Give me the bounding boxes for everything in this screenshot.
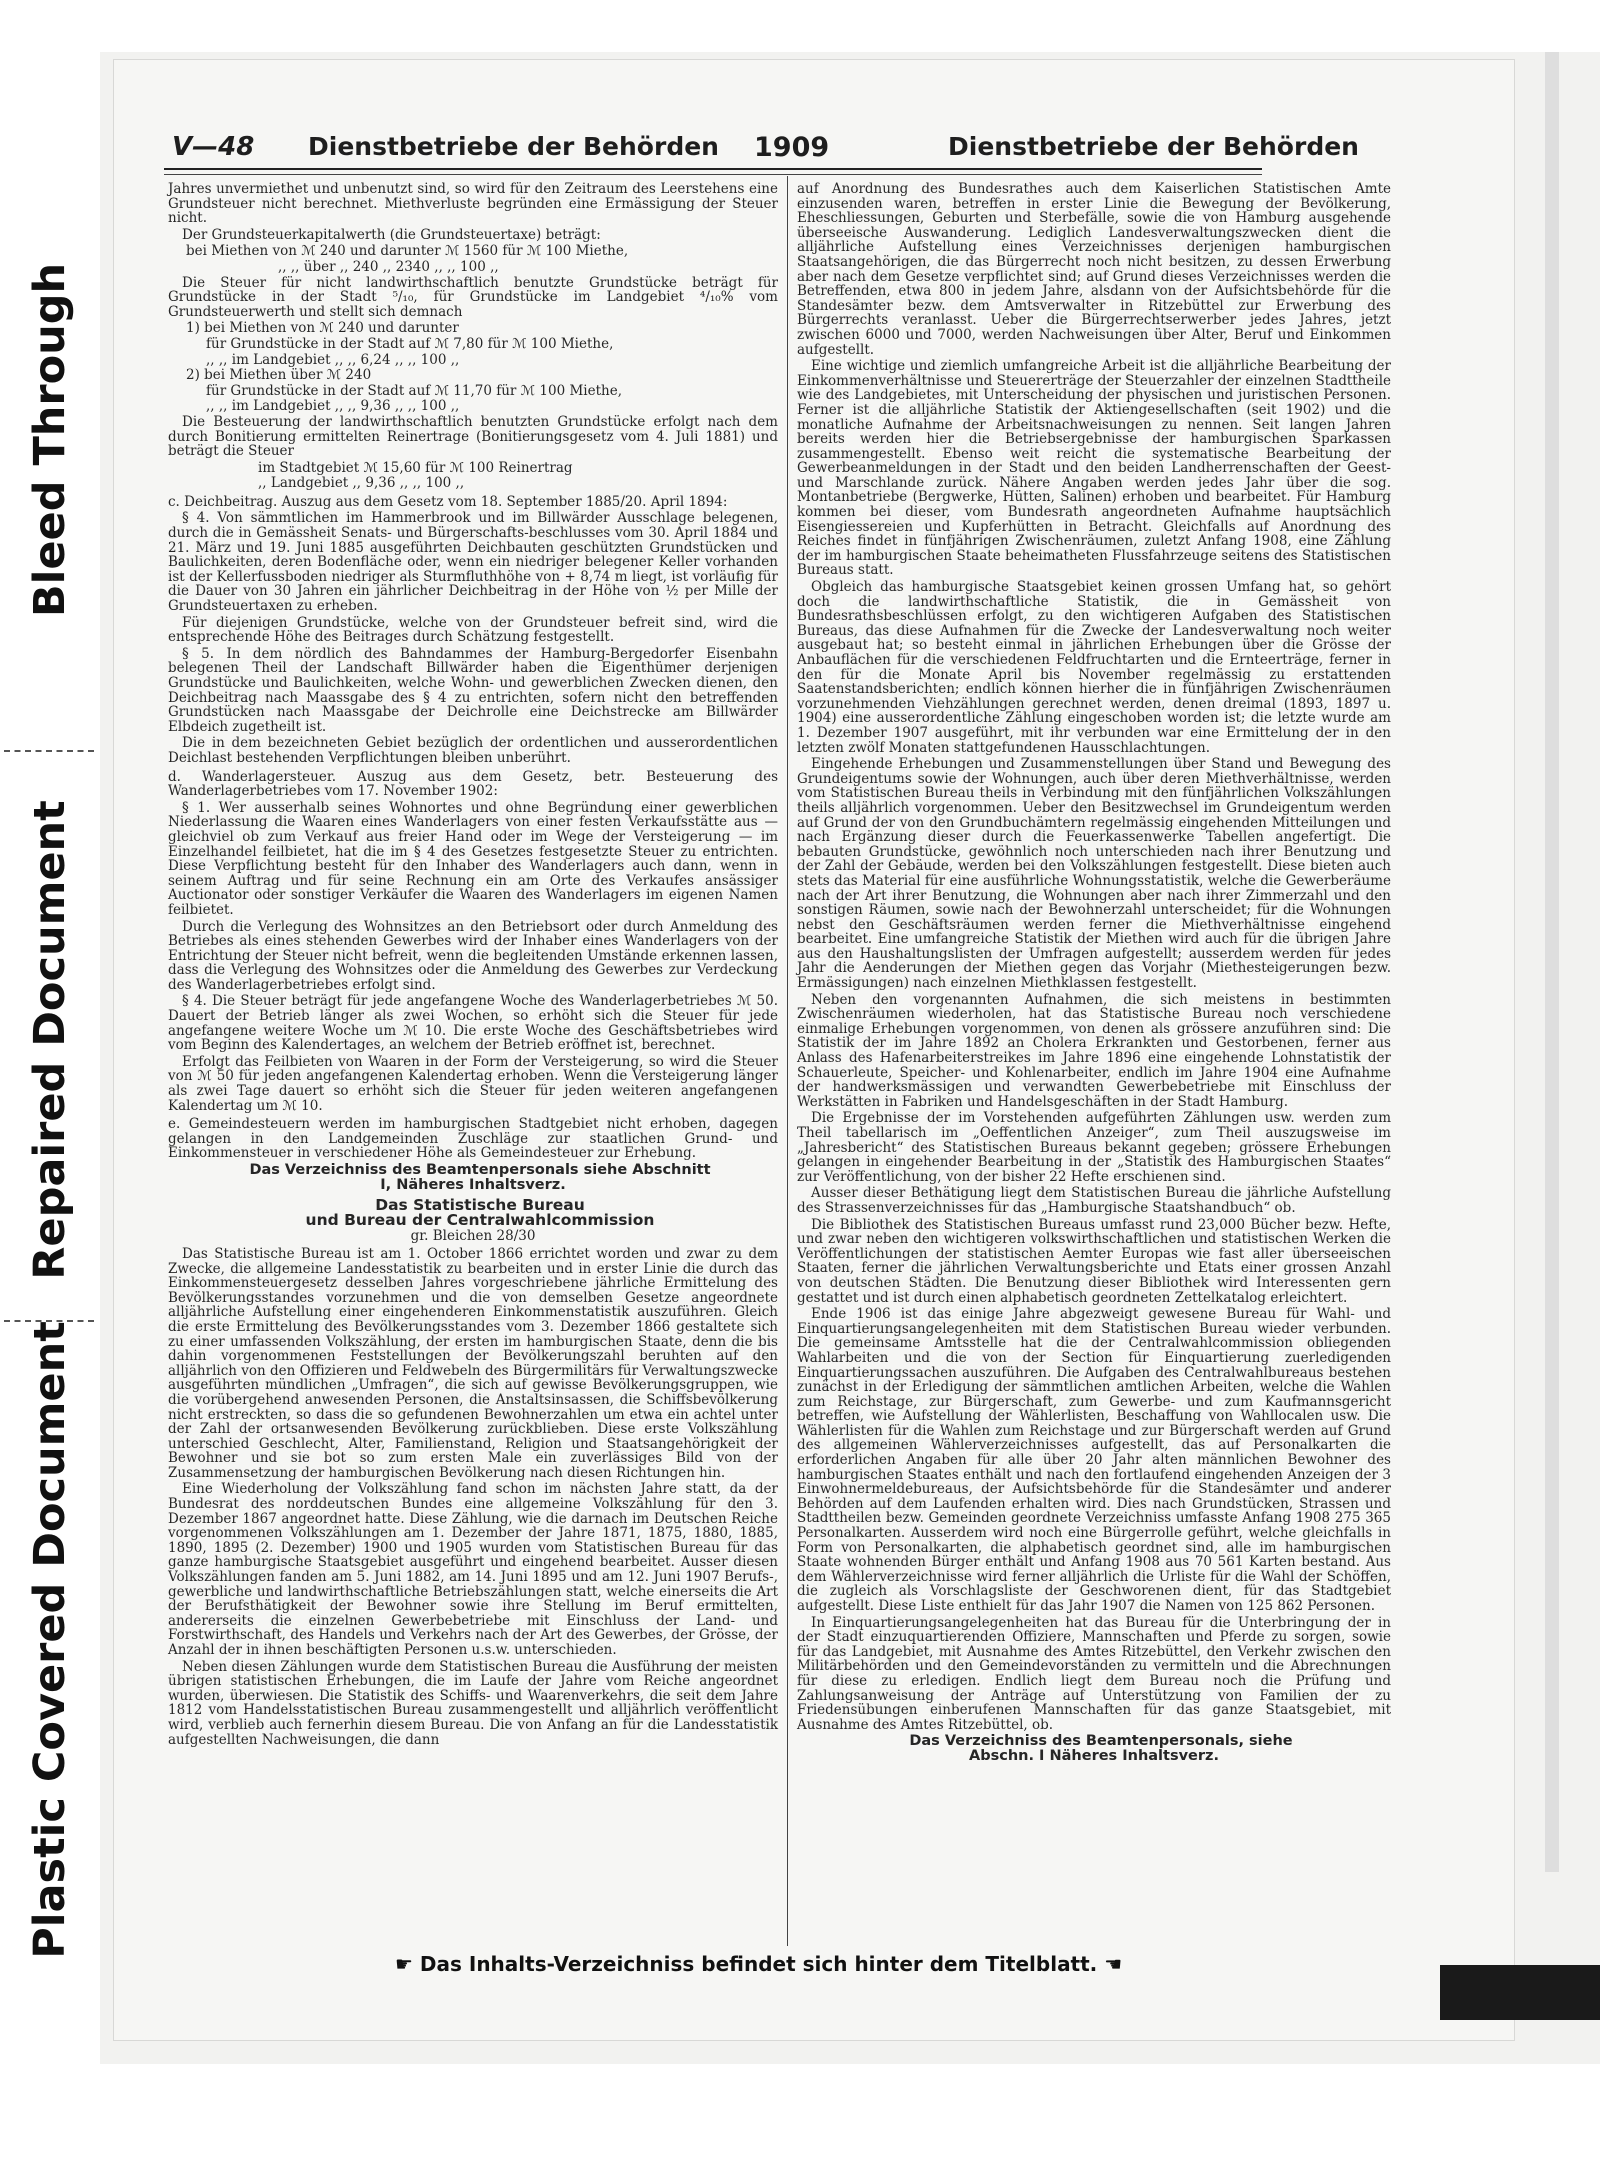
text-paragraph: Durch die Verlegung des Wohnsitzes an den Betriebsort oder durch Anmeldung des Betriebes als eines stehenden Gewerbes wird der Inhaber eines Wanderlagers von der Entrichtung der Steuer nicht befreit, wenn die begleitenden Umstände erkennen lassen, dass die Verlegung des Wohnsitzes oder die Anmeldung des Gewerbes zur Verdeckung des Wanderlagerbetriebes erfolgt sind. [168, 918, 778, 993]
text-paragraph: Die in dem bezeichneten Gebiet bezüglich der ordentlichen und ausserordentlichen Deichlast bestehenden Verpflichtungen bleiben unberührt. [168, 735, 778, 766]
text-line: ,, ,, im Landgebiet ,, ,, 6,24 ,, ,, 100 ,, [206, 351, 460, 368]
text-paragraph: Die Steuer für nicht landwirthschaftlich benutzte Grundstücke beträgt für Grundstücke in der Stadt ⁵/₁₀, für Grundstücke im Landgebiet ⁴/₁₀% vom Grundsteuerwerth und stellt sich demnach [168, 274, 778, 320]
text-paragraph: Neben den vorgenannten Aufnahmen, die sich meistens in bestimmten Zwischenräumen wiederholen, hat das Statistische Bureau noch verschiedene einmalige Erhebungen vorgenommen, von denen als grössere anzuführen sind: Die Statistik der im Jahre 1892 an Cholera Erkrankten und Gestorbenen, ferner aus Anlass des Hafenarbeiterstreikes im Jahre 1896 eine eingehende Lohnstatistik der Schauerleute, Speicher- und Kohlenarbeiter, endlich im Jahre 1904 eine Aufnahme der handwerksmässigen und verwandten Gewerbebetriebe mit Einschluss der Werkstätten in Fabriken und Handelsgeschäften in der Stadt Hamburg. [797, 991, 1391, 1110]
sidebar-divider [4, 750, 94, 752]
footer-note [395, 1952, 1122, 1976]
text-line: 2) bei Miethen über ℳ 240 [186, 367, 372, 384]
text-paragraph: Für diejenigen Grundstücke, welche von der Grundsteuer befreit sind, wird die entsprechende Höhe des Beitrages durch Schätzung festgestellt. [168, 614, 778, 646]
page-tab [1440, 1965, 1600, 2020]
text-line: im Stadtgebiet ℳ 15,60 für ℳ 100 Reinertrag [258, 459, 573, 476]
text-line: bei Miethen von ℳ 240 und darunter ℳ 1560 für ℳ 100 Miethe, [186, 243, 629, 260]
header-left-title: Dienstbetriebe der Behörden [308, 132, 719, 161]
text-paragraph: Die Bibliothek des Statistischen Bureaus umfasst rund 23,000 Bücher bezw. Hefte, und zwar neben den wichtigeren volkswirthschaftlichen und statistischen Werken die Veröffentlichungen der statistischen Aemter Europas wie fast aller überseeischen Staaten, ferner die jährlichen Verwaltungsberichte und Etats einer grossen Anzahl von deutschen Städten. Die Benutzung dieser Bibliothek wird Interessenten gern gestattet und ist durch einen alphabetisch geordneten Zettelkatalog erleichtert. [797, 1216, 1391, 1306]
text-paragraph: Der Grundsteuerkapitalwerth (die Grundsteuertaxe) beträgt: [182, 226, 601, 243]
repaired-document-label: Repaired Document [25, 800, 75, 1280]
text-paragraph: § 5. In dem nördlich des Bahndammes der Hamburg-Bergedorfer Eisenbahn belegenen Theil der Landschaft Billwärder haben die Eigenthümer derjenigen Grundstücke und Baulichkeiten, welche Wohn- und gewerblichen Zwecken dienen, den Deichbeitrag nach Maassgabe des § 4 zu entrichten, sofern nicht den betreffenden Grundstücken nach Maassgabe der Deichrolle eine Deichstrecke am Billwärder Elbdeich zugetheilt ist. [168, 645, 778, 735]
text-line: 1) bei Miethen von ℳ 240 und darunter [186, 320, 459, 337]
text-paragraph: auf Anordnung des Bundesrathes auch dem Kaiserlichen Statistischen Amte einzusenden waren, betreffen in erster Linie die Bewegung der Bevölkerung, Eheschliessungen, Geburten und Sterbefälle, sowie die von Hamburg ausgehende überseeische Auswanderung. Lediglich Landesverwaltungszwecken dient die alljährliche Aufstellung eines Verzeichnisses derjenigen hamburgischen Staatsangehörigen, die das Bürgerrecht noch nicht besitzen, zu dessen Erwerbung aber nach dem Gesetze verpflichtet sind; auf Grund dieses Verzeichnisses werden die Betreffenden, etwa 800 in jedem Jahre, alsdann von der Aufsichtsbehörde für die Standesämter bezw. dem Amtsverwalter in Ritzebüttel zur Erwerbung des Bürgerrechts veranlasst. Ueber die Bürgerrechtserwerber jedes Jahres, jetzt zwischen 6000 und 7000, werden Nachweisungen über Alter, Beruf und Einkommen aufgestellt. [797, 181, 1391, 358]
verzeichnis-note: Das Verzeichniss des Beamtenpersonals siehe Abschnitt I, Näheres Inhaltsverz. [249, 1162, 711, 1193]
text-paragraph: Erfolgt das Feilbieten von Waaren in der Form der Versteigerung, so wird die Steuer von ℳ 50 für jeden angefangenen Kalendertag erhoben. Wenn die Versteigerung länger als zwei Tage dauert so erhöht sich die Steuer für jeden weiteren angefangenen Kalendertag um ℳ 10. [168, 1053, 778, 1114]
plastic-covered-label: Plastic Covered Document [25, 1321, 75, 1959]
header-rule [164, 174, 1262, 175]
section-address: gr. Bleichen 28/30 [410, 1228, 536, 1245]
text-paragraph: Jahres unvermiethet und unbenutzt sind, so wird für den Zeitraum des Leerstehens eine Grundsteuer nicht berechnet. Miethverluste begründen eine Ermässigung der Steuer nicht. [168, 181, 778, 227]
text-paragraph: Obgleich das hamburgische Staatsgebiet keinen grossen Umfang hat, so gehört doch die landwirthschaftliche Statistik, die in Gemässheit von Bundesrathsbeschlüssen erfolgt, zu den wichtigeren Aufgaben des Statistischen Bureaus, das diese Aufnahmen für die Zwecke der Landesverwaltung noch weiter ausgebaut hat; so besteht einmal in jährlichen Erhebungen über die Grösse der Anbauflächen für die verschiedenen Feldfruchtarten und die Ernteerträge, ferner in den für die Monate April bis November regelmässig zu erstattenden Saatenstandsberichten; endlich können hierher die in fünfjährigen Zwischenräumen vorzunehmenden Viehzählungen gerechnet werden, denen dreimal (1893, 1897 u. 1904) eine ausserordentliche Zählung eingeschoben worden ist; die letzte wurde am 1. Dezember 1907 ausgeführt, mit ihr verbunden war eine Ermittelung der in den letzten zwölf Monaten stattgefundenen Hausschlachtungen. [797, 579, 1391, 756]
section-wanderlagersteuer: d. Wanderlagersteuer. Auszug aus dem Gesetz, betr. Besteuerung des Wanderlagerbetriebes vom 17. November 1902: [168, 768, 778, 800]
column-divider [787, 176, 788, 1946]
text-paragraph: § 4. Die Steuer beträgt für jede angefangene Woche des Wanderlagerbetriebes ℳ 50. Dauert der Betrieb länger als zwei Wochen, so erhöht sich die Steuer für jede angefangene weitere Woche um ℳ 10. Die erste Woche des Geschäftsbetriebes wird vom Beginn des Kalendertages, an welchem der Betrieb eröffnet ist, berechnet. [168, 993, 778, 1054]
section-title: und Bureau der Centralwahlcommission [305, 1210, 655, 1229]
page-number: V—48 [172, 132, 255, 162]
text-line: für Grundstücke in der Stadt auf ℳ 7,80 für ℳ 100 Miethe, [206, 335, 614, 352]
pointing-hand-icon: ☛ [395, 1952, 413, 1976]
text-paragraph: § 4. Von sämmtlichen im Hammerbrook und im Billwärder Ausschlage belegenen, durch die in Gemässheit Senats- und Bürgerschafts-beschlusses vom 30. April 1884 und 21. März und 19. Juni 1885 ausgeführten Deichbauten geschützten Grundstücken und Baulichkeiten, deren Bodenfläche oder, wenn ein niedriger belegener Keller vorhanden ist der Kellerfussboden niedriger als Sturmfluthhöhe von + 8,74 m liegt, ist vorläufig für die Dauer von 30 Jahren ein jährlicher Deichbeitrag in der Höhe von ½ per Mille der Grundsteuertaxen zu erheben. [168, 510, 778, 615]
bleed-through-label: Bleed Through [25, 262, 75, 618]
section-title: Das Statistische Bureau [375, 1196, 585, 1215]
text-paragraph: § 1. Wer ausserhalb seines Wohnortes und ohne Begründung einer gewerblichen Niederlassung die Waaren eines Wanderlagers von einer festen Verkaufsstätte aus — gleichviel ob zum Verkauf aus freier Hand oder im Wege der Versteigerung — im Einzelhandel feilbietet, hat die im § 4 des Gesetzes festgesetzte Steuer zu entrichten. Diese Verpflichtung besteht für den Inhaber des Wanderlagers auch dann, wenn in seinem Auftrag und für seine Rechnung ein am Orte des Verkaufes ansässiger Auctionator oder sonstiger Verkäufer die Waaren des Wanderlagers im eigenen Namen feilbietet. [168, 799, 778, 918]
text-paragraph: Die Ergebnisse der im Vorstehenden aufgeführten Zählungen usw. werden zum Theil tabellarisch im „Oeffentlichen Anzeiger“, zum Theil auszugsweise im „Jahresbericht“ des Statistischen Bureaus bekannt gegeben; grössere Erhebungen gelangen in eingehender Bearbeitung in der „Statistik des Hamburgischen Staates“ zur Veröffentlichung, von der bisher 22 Hefte erschienen sind. [797, 1110, 1391, 1185]
text-line: ,, ,, im Landgebiet ,, ,, 9,36 ,, ,, 100 ,, [206, 398, 460, 415]
header-rule [164, 168, 1262, 170]
footer-text: Das Inhalts-Verzeichniss befindet sich hinter dem Titelblatt. [419, 1952, 1098, 1976]
text-paragraph: In Einquartierungsangelegenheiten hat das Bureau für die Unterbringung der in der Stadt einzuquartierenden Offiziere, Mannschaften und Pferde zu sorgen, sowie für das Landgebiet, mit Ausnahme des Amtes Ritzebüttel, den Verkehr zwischen den Militärbehörden und den Gemeindevorständen zu vermitteln und die Abrechnungen für diese zu erledigen. Endlich liegt dem Bureau noch die Prüfung und Zahlungsanweisung der Anträge auf Unterstützung von Familien der zu Friedensübungen einberufenen Mannschaften für das ganze Staatsgebiet, mit Ausnahme des Amtes Ritzebüttel, ob. [797, 1614, 1391, 1733]
sidebar [0, 0, 100, 2177]
text-paragraph: Ende 1906 ist das einige Jahre abgezweigt gewesene Bureau für Wahl- und Einquartierungsangelegenheiten mit dem Statistischen Bureau wieder verbunden. Die gemeinsame Amtsstelle hat die der Centralwahlcommission obliegenden Wahlarbeiten und die von der Section für Einquartierung zuerledigenden Einquartierungssachen auszuführen. Die Aufgaben des Centralwahlbureaus bestehen zunächst in der Erledigung der sämmtlichen amtlichen Arbeiten, welche die Wahlen zum Reichstage, zur Bürgerschaft, zum Gewerbe- und zum Kaufmannsgericht betreffen, wie Aufstellung der Wählerlisten, Beschaffung von Wahllocalen usw. Die Wählerlisten für die Wahlen zum Reichstage und zur Bürgerschaft werden auf Grund des allgemeinen Wählerverzeichnisses aufgestellt, das auf Personalkarten die erforderlichen Angaben für alle über 20 Jahr alten männlichen Bewohner des hamburgischen Staates enthält und nach den fortlaufend eingehenden Anzeigen der 3 Einwohnermeldebureaus, der Aufsichtsbehörde für die Standesämter und anderer Behörden auf dem Laufenden erhalten wird. Dies nach Grundstücken, Strassen und Stadttheilen bezw. Gemeinden geordnete Verzeichniss umfasste Anfang 1908 275 365 Personalkarten. Ausserdem wird noch eine Bürgerrolle geführt, welche gleichfalls in Form von Personalkarten, die alphabetisch geordnet sind, alle im hamburgischen Staate wohnenden Bürger enthält und Anfang 1908 aus 70 561 Karten bestand. Aus dem Wählerverzeichnisse wird ferner alljährlich die Urliste für die Wahl der Schöffen, die zugleich als Vorschlagsliste der Geschworenen dient, für das Stadtgebiet aufgestellt. Diese Liste enthielt für das Jahr 1907 die Namen von 125 862 Personen. [797, 1306, 1391, 1614]
text-line: ,, ,, über ,, 240 ,, 2340 ,, ,, 100 ,, [278, 258, 499, 275]
text-line: ,, Landgebiet ,, 9,36 ,, ,, 100 ,, [258, 475, 465, 492]
page-edge [1545, 52, 1559, 1872]
header-year: 1909 [754, 132, 830, 163]
text-line: für Grundstücke in der Stadt auf ℳ 11,70 für ℳ 100 Miethe, [206, 382, 622, 399]
header-right-title: Dienstbetriebe der Behörden [948, 132, 1359, 161]
text-paragraph: Eingehende Erhebungen und Zusammenstellungen über Stand und Bewegung des Grundeigentums sowie der Wohnungen, auch über deren Miethverhältnisse, werden vom Statistischen Bureau theils in Verbindung mit den fünfjährlichen Volkszählungen theils alljährlich vorgenommen. Ueber den Besitzwechsel im Grundeigentum werden auf Grund der von den Grundbuchämtern regelmässig eingehenden Mitteilungen und nach Ergänzung dieser durch die Feuerkassenwerke Tabellen angefertigt. Die bebauten Grundstücke, gewöhnlich noch unterschieden nach ihrer Benutzung und der Zahl der Gebäude, werden bei den Volkszählungen festgestellt. Diese bieten auch stets das Material für eine ausführliche Wohnungsstatistik, welche die Gewerberäume nach der Art ihrer Benutzung, die Wohnungen aber nach ihrer Zimmerzahl und den sonstigen Räumen, sowie nach der Bewohnerzahl unterscheidet; für die Wohnungen nebst den Geschäftsräumen werden ferner die Miethverhältnisse eingehend bearbeitet. Eine umfangreiche Statistik der Miethen wird auch für die übrigen Jahre aus den Haushaltungslisten der Umfragen aufgestellt; ausserdem werden für jedes Jahr die Aenderungen der Miethen gegen das Vorjahr (Miethesteigerungen bezw. Ermässigungen) nach einzelnen Miethklassen festgestellt. [797, 756, 1391, 992]
text-paragraph: Neben diesen Zählungen wurde dem Statistischen Bureau die Ausführung der meisten übrigen statistischen Erhebungen, die im Laufe der Jahre vom Reiche angeordnet wurden, überwiesen. Die Statistik des Schiffs- und Waarenverkehrs, die seit dem Jahre 1812 vom Handelsstatistischen Bureau zusammengestellt und alljährlich veröffentlicht wird, verblieb auch fernerhin diesem Bureau. Die von Anfang an für die Landesstatistik aufgestellten Nachweisungen, die dann [168, 1658, 778, 1748]
section-gemeindesteuern: e. Gemeindesteuern werden im hamburgischen Stadtgebiet nicht erhoben, dagegen gelangen in den Landgemeinden Zuschläge zur staatlichen Grund- und Einkommensteuer in verschiedener Höhe als Gemeindesteuer zur Erhebung. [168, 1116, 778, 1162]
section-deichbeitrag: c. Deichbeitrag. Auszug aus dem Gesetz vom 18. September 1885/20. April 1894: [168, 493, 728, 510]
text-paragraph: Ausser dieser Bethätigung liegt dem Statistischen Bureau die jährliche Aufstellung des Strassenverzeichnisses für das „Hamburgische Staatshandbuch“ ob. [797, 1185, 1391, 1216]
text-paragraph: Das Statistische Bureau ist am 1. October 1866 errichtet worden und zwar zu dem Zwecke, die allgemeine Landesstatistik zu bearbeiten und in erster Linie die durch das Einkommensteuergesetz desselben Jahres vorgeschriebene jährliche Ermittelung des Bevölkerungsstandes vorzunehmen und die von demselben Gesetze angeordnete alljährliche Aufstellung einer eingehenderen Einkommenstatistik auszuführen. Gleich die erste Ermittelung des Bevölkerungsstandes vom 3. Dezember 1866 gestaltete sich zu einer umfassenden Volkszählung, der ersten im hamburgischen Staate, denn die bis dahin vorgenommenen Feststellungen der Bevölkerungszahl beruhten auf den alljährlich von den Offizieren und Feldwebeln des Bürgermilitärs für Verwaltungszwecke ausgeführten mündlichen „Umfragen“, die sich auf gewisse Bevölkerungsgruppen, wie die vorübergehend anwesenden Personen, die Anstaltsinsassen, die Schiffsbevölkerung nicht erstreckten, so dass die so gefundenen Bewohnerzahlen um etwa ein achtel unter der Zahl der ortsanwesenden Bevölkerung zurückblieben. Diese erste Volkszählung unterschied Geschlecht, Alter, Familienstand, Religion und Staatsangehörigkeit der Bewohner und sie bot so zum ersten Male ein zuverlässiges Bild von der Zusammensetzung der hamburgischen Bevölkerung nach diesen Richtungen hin. [168, 1245, 778, 1481]
text-paragraph: Eine Wiederholung der Volkszählung fand schon im nächsten Jahre statt, da der Bundesrat des norddeutschen Bundes eine allgemeine Volkszählung für den 3. Dezember 1867 angeordnet hatte. Diese Zählung, wie die darnach im Deutschen Reiche vorgenommenen Volkszählungen am 1. Dezember der Jahre 1871, 1875, 1880, 1885, 1890, 1895 (2. Dezember) 1900 und 1905 wurden vom Statistischen Bureau für das ganze hamburgische Staatsgebiet ausgeführt und eingehend bearbeitet. Ausser diesen Volkszählungen fanden am 5. Juni 1882, am 14. Juni 1895 und am 12. Juni 1907 Berufs-, gewerbliche und landwirthschaftliche Betriebszählungen statt, welche einerseits die Art der Berufsthätigkeit der Bewohner sowie ihre Stellung im Beruf ermittelten, andererseits die einzelnen Gewerbebetriebe mit Einschluss der Land- und Forstwirthschaft, des Handels und Verkehrs nach der Art des Gewerbes, der Grösse, der Anzahl der in ihnen beschäftigten Personen u.s.w. unterschieden. [168, 1481, 778, 1658]
text-paragraph: Eine wichtige und ziemlich umfangreiche Arbeit ist die alljährliche Bearbeitung der Einkommenverhältnisse und Steuererträge der Steuerzahler der einzelnen Stadttheile wie des Landgebietes, mit Unterscheidung der physischen und juristischen Personen. Ferner ist die alljährliche Statistik der Aktiengesellschaften (seit 1902) und die monatliche Aufnahme der Arbeitsnachweisungen zu nennen. Seit langen Jahren bereits werden hier die Betriebsergebnisse der hamburgischen Sparkassen zusammengestellt. Ebenso weit reicht die systematische Bearbeitung der Gewerbeanmeldungen in der Stadt und den beiden Landherrenschaften der Geest- und Marschlande zurück. Nähere Angaben werden jedes Jahr über die sog. Montanbetriebe (Bergwerke, Hütten, Salinen) erhoben und bearbeitet. Für Hamburg kommen bei dieser, vom Bundesrath angeordneten Aufnahme hauptsächlich Eisengiessereien und Kupferhütten in Betracht. Gleichfalls auf Anordnung des Reiches findet in fünfjährigen Zwischenräumen, zuletzt Anfang 1908, eine Zählung der im hamburgischen Staate beheimatheten Flussfahrzeuge seitens des Statistischen Bureaus statt. [797, 358, 1391, 579]
right-column [797, 182, 1391, 1766]
verzeichnis-note: Das Verzeichniss des Beamtenpersonals, siehe Abschn. I Näheres Inhaltsverz. [909, 1733, 1293, 1764]
text-paragraph: Die Besteuerung der landwirthschaftlich benutzten Grundstücke erfolgt nach dem durch Bonitierung ermittelten Reinertrage (Bonitierungsgesetz vom 4. Juli 1881) und beträgt die Steuer [168, 413, 778, 460]
left-column [168, 182, 778, 1749]
pointing-hand-icon: ☚ [1104, 1952, 1123, 1976]
